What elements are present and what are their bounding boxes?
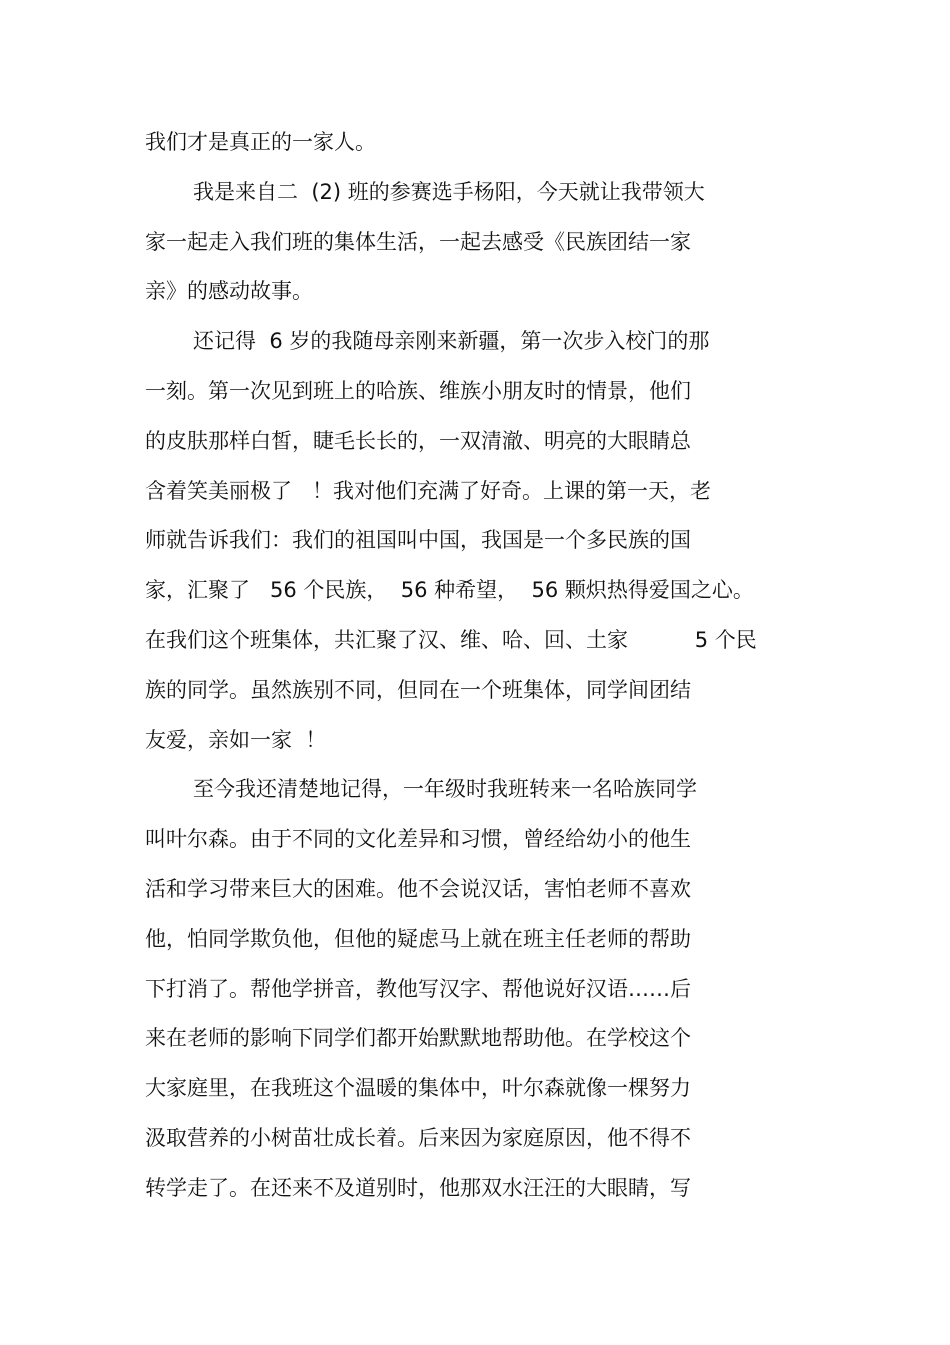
text-line: 的皮肤那样白皙，睫毛长长的，一双清澈、明亮的大眼睛总 bbox=[145, 429, 691, 453]
text-line: 下打消了。帮他学拼音，教他写汉字、帮他说好汉语……后 bbox=[145, 977, 691, 1001]
text-line: 家一起走入我们班的集体生活，一起去感受《民族团结一家 bbox=[145, 230, 691, 254]
text-line: 一刻。第一次见到班上的哈族、维族小朋友时的情景，他们 bbox=[145, 379, 691, 403]
text-line: 他，怕同学欺负他，但他的疑虑马上就在班主任老师的帮助 bbox=[145, 927, 691, 951]
text-line: 大家庭里，在我班这个温暖的集体中，叶尔森就像一棵努力 bbox=[145, 1076, 691, 1100]
text-line: 族的同学。虽然族别不同，但同在一个班集体，同学间团结 bbox=[145, 678, 691, 702]
text-line: 来在老师的影响下同学们都开始默默地帮助他。在学校这个 bbox=[145, 1026, 691, 1050]
text-line: 叫叶尔森。由于不同的文化差异和习惯，曾经给幼小的他生 bbox=[145, 827, 691, 851]
text-line: 友爱，亲如一家 ！ bbox=[145, 728, 327, 752]
text-line: 至今我还清楚地记得，一年级时我班转来一名哈族同学 bbox=[193, 777, 697, 801]
text-line: 转学走了。在还来不及道别时，他那双水汪汪的大眼睛，写 bbox=[145, 1176, 691, 1200]
text-line: 亲》的感动故事。 bbox=[145, 279, 313, 303]
text-line: 活和学习带来巨大的困难。他不会说汉话，害怕老师不喜欢 bbox=[145, 877, 691, 901]
text-line: 我们才是真正的一家人。 bbox=[145, 130, 376, 154]
text-line: 还记得 6 岁的我随母亲刚来新疆，第一次步入校门的那 bbox=[193, 329, 710, 353]
text-line: 家，汇聚了 56 个民族， 56 种希望， 56 颗炽热得爱国之心。 bbox=[145, 578, 754, 602]
text-line: 我是来自二 (2) 班的参赛选手杨阳，今天就让我带领大 bbox=[193, 180, 705, 204]
text-line: 师就告诉我们：我们的祖国叫中国，我国是一个多民族的国 bbox=[145, 528, 691, 552]
text-line: 汲取营养的小树苗壮成长着。后来因为家庭原因，他不得不 bbox=[145, 1126, 691, 1150]
text-line: 含着笑美丽极了 ！我对他们充满了好奇。上课的第一天，老 bbox=[145, 479, 712, 503]
text-line: 在我们这个班集体，共汇聚了汉、维、哈、回、土家 5 个民 bbox=[145, 628, 757, 652]
